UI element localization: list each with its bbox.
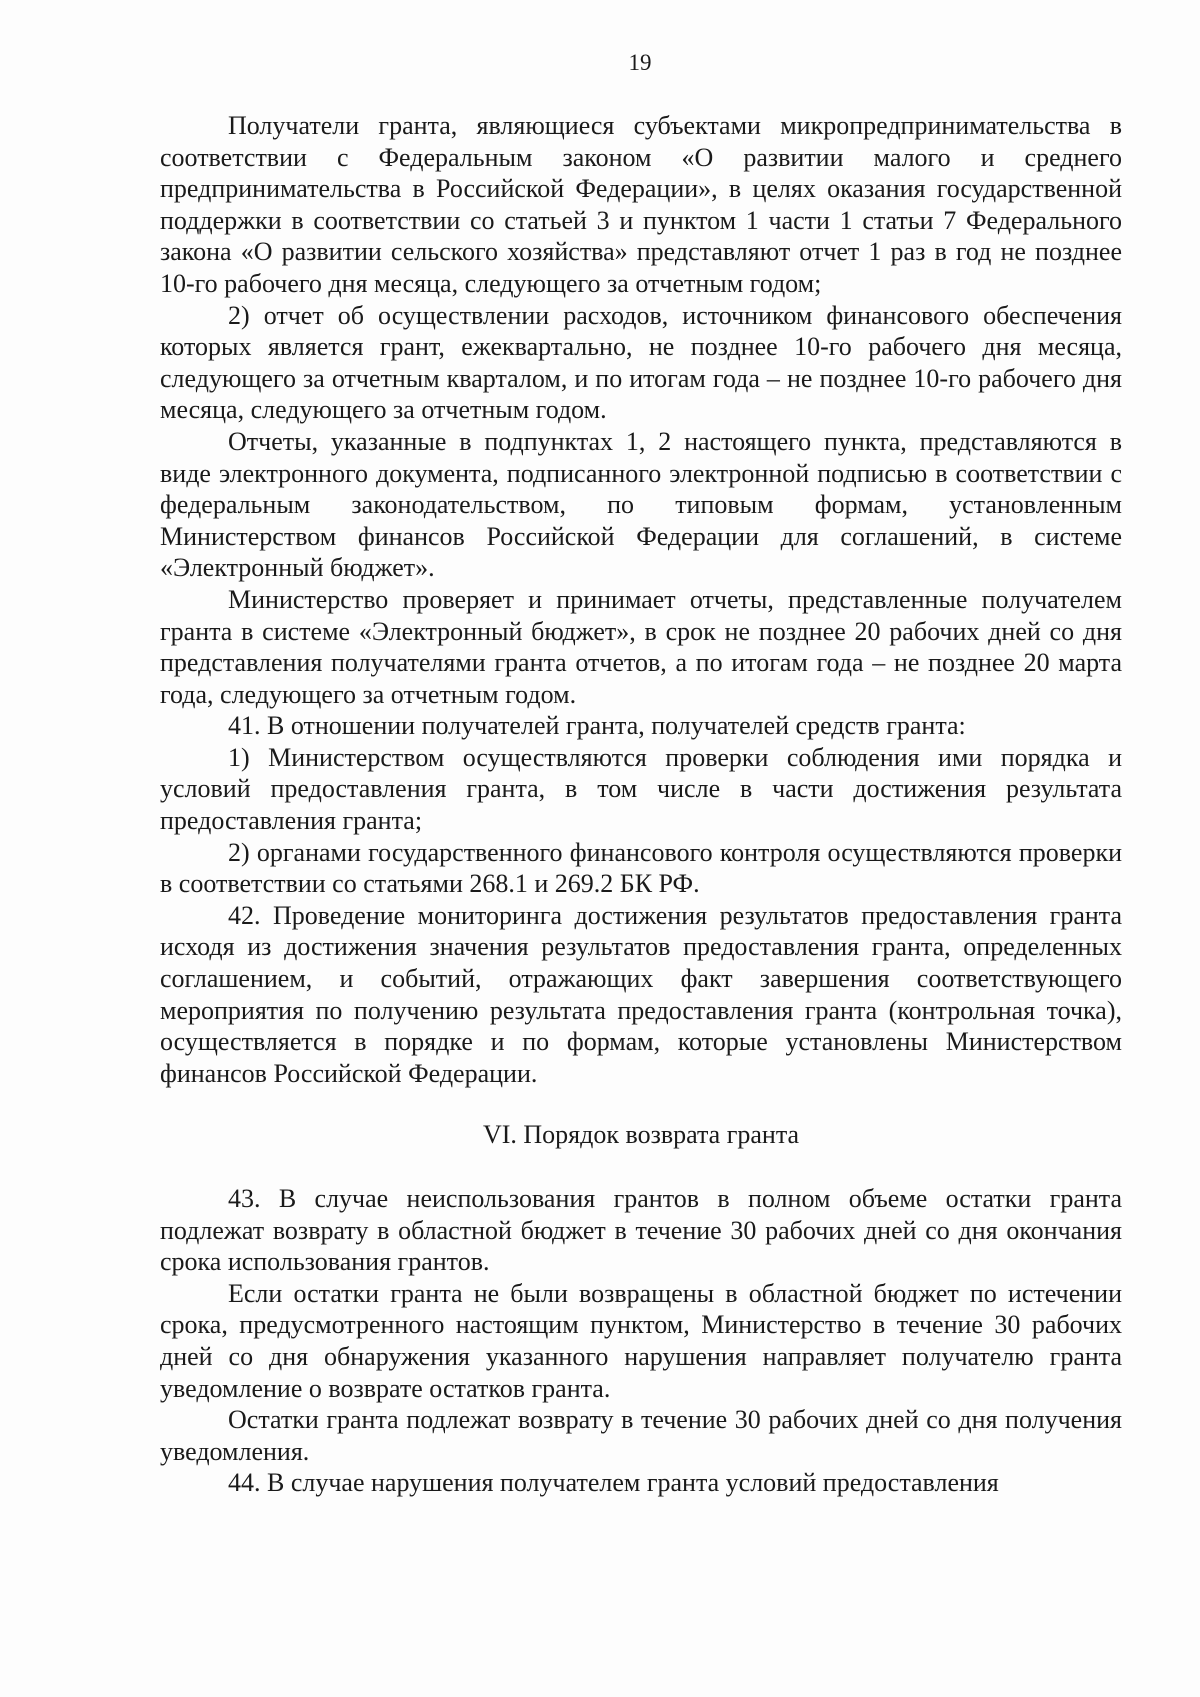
paragraph-clause-43: 43. В случае неиспользования грантов в полном объеме остатки гранта подлежат возврату в областной бюджет в течение 30 рабочих дней со дня окончания срока использования грантов.	[160, 1184, 1122, 1277]
paragraph-return-deadline: Остатки гранта подлежат возврату в течение 30 рабочих дней со дня получения уведомления.	[160, 1405, 1122, 1466]
page-number: 19	[628, 50, 652, 75]
paragraph-clause-42: 42. Проведение мониторинга достижения результатов предоставления гранта исходя из достижения значения результатов предоставления гранта, определенных соглашением, и событий, отражающих факт завершения соответствующего мероприятия по получению результата предоставления гранта (контрольная точка), осуществляется в порядке и по формам, которые установлены Министерством финансов Российской Федерации.	[160, 900, 1122, 1088]
paragraph-clause-44: 44. В случае нарушения получателем гранта условий предоставления	[228, 1468, 999, 1498]
paragraph-ministry-review: Министерство проверяет и принимает отчеты, представленные получателем гранта в системе «Электронный бюджет», в срок не позднее 20 рабочих дней со дня представления получателями гранта отчетов, а по итогам года – не позднее 20 марта года, следующего за отчетным годом.	[160, 584, 1122, 709]
paragraph-reports-format: Отчеты, указанные в подпунктах 1, 2 настоящего пункта, представляются в виде электронного документа, подписанного электронной подписью в соответствии с федеральным законодательством, по типовым формам, установленным Министерством финансов Российской Федерации для соглашений, в системе «Электронный бюджет».	[160, 426, 1122, 583]
paragraph-clause-41-item-2: 2) органами государственного финансового контроля осуществляются проверки в соответствии со статьями 268.1 и 269.2 БК РФ.	[160, 837, 1122, 899]
paragraph-unreturned-remainder: Если остатки гранта не были возвращены в областной бюджет по истечении срока, предусмотренного настоящим пунктом, Министерство в течение 30 рабочих дней со дня обнаружения указанного нарушения направляет получателю гранта уведомление о возврате остатков гранта.	[160, 1278, 1122, 1403]
paragraph-clause-41: 41. В отношении получателей гранта, получателей средств гранта:	[228, 711, 966, 741]
paragraph-expense-report: 2) отчет об осуществлении расходов, источником финансового обеспечения которых является грант, ежеквартально, не позднее 10-го рабочего дня месяца, следующего за отчетным кварталом, и по итогам года – не позднее 10-го рабочего дня месяца, следующего за отчетным годом.	[160, 300, 1122, 425]
section-heading: VI. Порядок возврата гранта	[482, 1120, 800, 1150]
paragraph-recipients-report: Получатели гранта, являющиеся субъектами микропредпринимательства в соответствии с Федеральным законом «О развитии малого и среднего предпринимательства в Российской Федерации», в целях оказания государственной поддержки в соответствии со статьей 3 и пунктом 1 части 1 статьи 7 Федерального закона «О развитии сельского хозяйства» представляют отчет 1 раз в год не позднее 10-го рабочего дня месяца, следующего за отчетным годом;	[160, 111, 1122, 298]
document-body	[160, 110, 1122, 1499]
paragraph-clause-41-item-1: 1) Министерством осуществляются проверки соблюдения ими порядка и условий предоставления гранта, в том числе в части достижения результата предоставления гранта;	[160, 742, 1122, 836]
